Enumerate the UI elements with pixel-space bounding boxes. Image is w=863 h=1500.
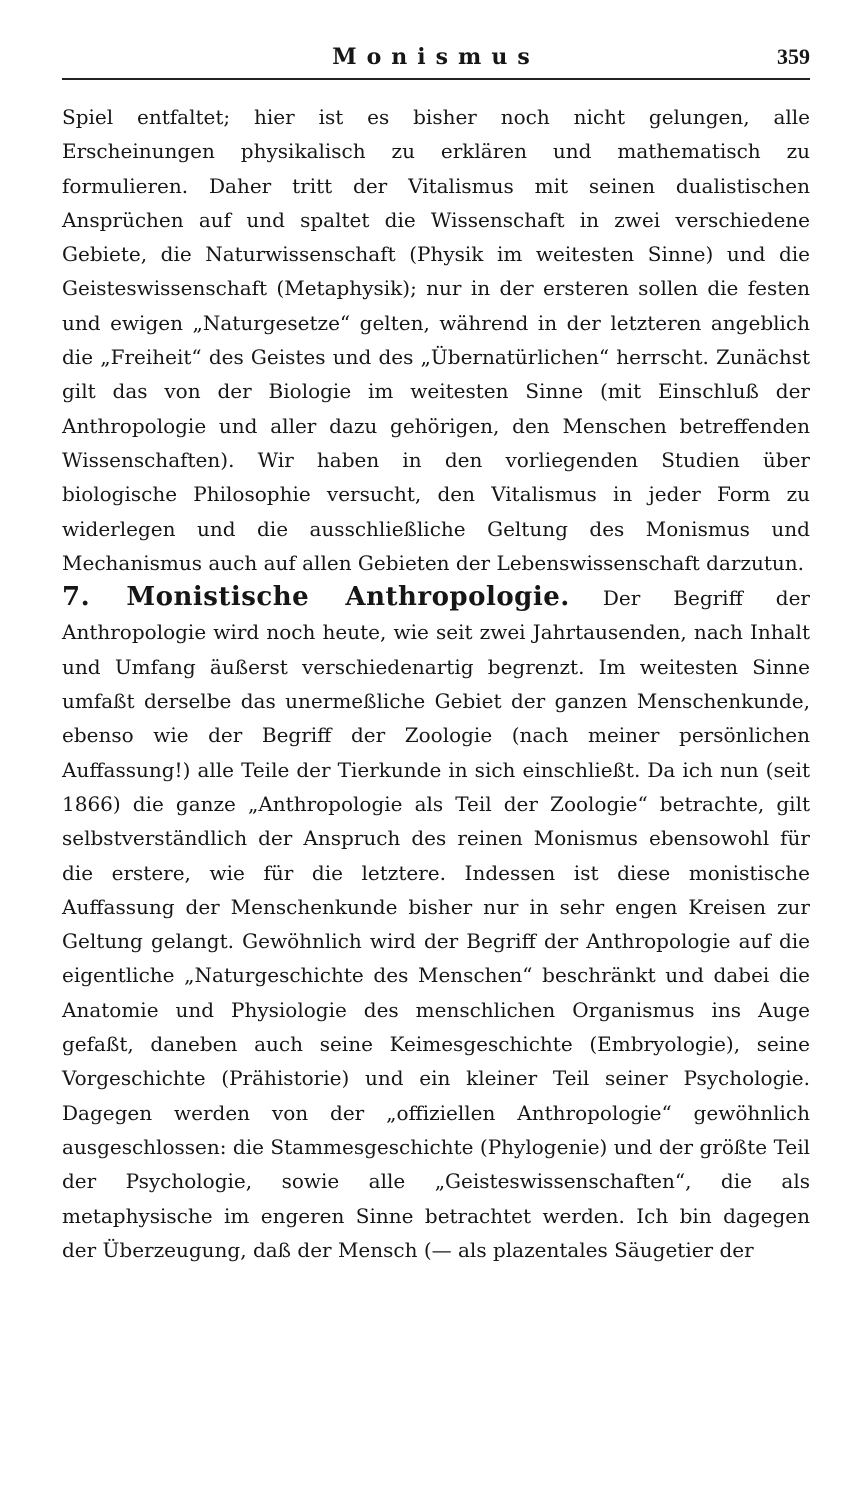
header-rule [62,78,810,80]
section-paragraph [62,580,810,1267]
page-number: 359 [777,44,810,69]
section-heading: 7. Monistische Anthropologie. [62,582,570,613]
paragraph-2: Der Begriff der Anthropologie wird noch heute, wie seit zwei Jahrtausenden, nach Inhalt und Umfang äußerst verschiedenartig begrenzt. Im weitesten Sinne umfaßt derselbe das unermeßliche Gebiet der ganzen Menschenkunde, ebenso wie der Begriff der Zoologie (nach meiner persönlichen Auffassung!) alle Teile der Tierkunde in sich einschließt. Da ich nun (seit 1866) die ganze „Anthropologie als Teil der Zoologie“ betrachte, gilt selbstverständlich der Anspruch des reinen Monismus ebensowohl für die erstere, wie für die letztere. Indessen ist diese monistische Auffassung der Menschenkunde bisher nur in sehr engen Kreisen zur Geltung gelangt. Gewöhnlich wird der Begriff der Anthropologie auf die eigentliche „Naturgeschichte des Menschen“ beschränkt und dabei die Anatomie und Physiologie des menschlichen Organismus ins Auge gefaßt, daneben auch seine Keimesgeschichte (Embryologie), seine Vorgeschichte (Prähistorie) und ein kleiner Teil seiner Psychologie. Dagegen werden von der „offiziellen Anthropologie“ gewöhnlich ausgeschlossen: die Stammesgeschichte (Phylogenie) und der größte Teil der Psychologie, sowie alle „Geisteswissenschaften“, die als metaphysische im engeren Sinne betrachtet werden. Ich bin dagegen der Überzeugung, daß der Mensch (— als plazentales Säugetier der [62,586,810,1262]
body-text [62,100,810,1267]
running-title: Monismus [332,44,540,70]
running-head [62,42,810,76]
paragraph-1: Spiel entfaltet; hier ist es bisher noch nicht gelungen, alle Erscheinungen physikalisch zu erklären und mathematisch zu formulieren. Daher tritt der Vitalismus mit seinen dualistischen Ansprüchen auf und spaltet die Wissenschaft in zwei verschiedene Gebiete, die Naturwissenschaft (Physik im weitesten Sinne) und die Geisteswissenschaft (Metaphysik); nur in der ersteren sollen die festen und ewigen „Naturgesetze“ gelten, während in der letzteren angeblich die „Freiheit“ des Geistes und des „Übernatürlichen“ herrscht. Zunächst gilt das von der Biologie im weitesten Sinne (mit Einschluß der Anthropologie und aller dazu gehörigen, den Menschen betreffenden Wissenschaften). Wir haben in den vorliegenden Studien über biologische Philosophie versucht, den Vitalismus in jeder Form zu widerlegen und die ausschließliche Geltung des Monismus und Mechanismus auch auf allen Gebieten der Lebenswissenschaft darzutun. [62,105,810,575]
